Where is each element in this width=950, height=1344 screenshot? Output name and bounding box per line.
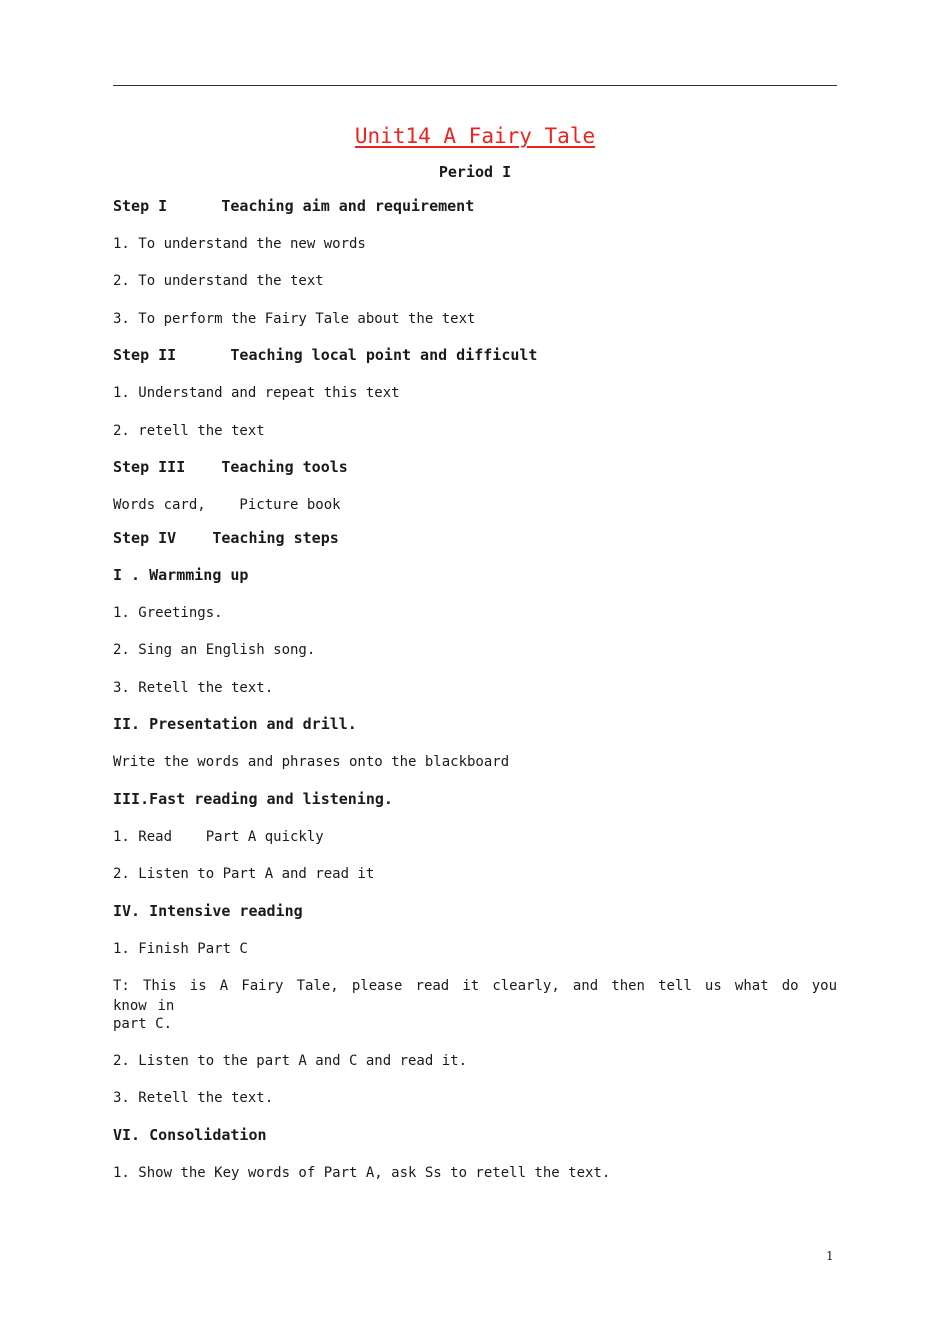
point-item-1: 1. Understand and repeat this text bbox=[113, 385, 400, 401]
warmup-item-1: 1. Greetings. bbox=[113, 605, 223, 621]
step-1-heading: Step I Teaching aim and requirement bbox=[113, 197, 475, 215]
aim-item-1: 1. To understand the new words bbox=[113, 236, 366, 252]
point-item-2: 2. retell the text bbox=[113, 423, 265, 439]
teacher-instruction-cont: part C. bbox=[113, 1016, 173, 1032]
consolidation-item-1: 1. Show the Key words of Part A, ask Ss to retell the text. bbox=[113, 1165, 611, 1181]
step-2-heading: Step II Teaching local point and difficult bbox=[113, 346, 538, 364]
tools-list: Words card, Picture book bbox=[113, 497, 341, 513]
teacher-instruction: T: This is A Fairy Tale, please read it clearly, and then tell us what do you know in bbox=[113, 978, 837, 1014]
section-consolidation: VI. Consolidation bbox=[113, 1126, 267, 1144]
warmup-item-2: 2. Sing an English song. bbox=[113, 642, 316, 658]
presentation-text: Write the words and phrases onto the blackboard bbox=[113, 754, 510, 770]
period-subtitle: Period I bbox=[438, 163, 512, 181]
header-rule bbox=[113, 85, 837, 86]
page-number: 1 bbox=[826, 1249, 834, 1263]
warmup-item-3: 3. Retell the text. bbox=[113, 680, 274, 696]
aim-item-2: 2. To understand the text bbox=[113, 273, 324, 289]
document-title: Unit14 A Fairy Tale bbox=[354, 124, 596, 148]
fast-reading-item-2: 2. Listen to Part A and read it bbox=[113, 866, 375, 882]
step-4-heading: Step IV Teaching steps bbox=[113, 529, 339, 547]
intensive-item-2: 2. Listen to the part A and C and read it. bbox=[113, 1053, 468, 1069]
step-3-heading: Step III Teaching tools bbox=[113, 458, 348, 476]
section-warming-up: I . Warmming up bbox=[113, 566, 249, 584]
section-fast-reading: III.Fast reading and listening. bbox=[113, 790, 393, 808]
section-intensive-reading: IV. Intensive reading bbox=[113, 902, 303, 920]
intensive-item-3: 3. Retell the text. bbox=[113, 1090, 274, 1106]
fast-reading-item-1: 1. Read Part A quickly bbox=[113, 829, 324, 845]
aim-item-3: 3. To perform the Fairy Tale about the text bbox=[113, 311, 476, 327]
intensive-item-1: 1. Finish Part C bbox=[113, 941, 248, 957]
section-presentation: II. Presentation and drill. bbox=[113, 715, 357, 733]
